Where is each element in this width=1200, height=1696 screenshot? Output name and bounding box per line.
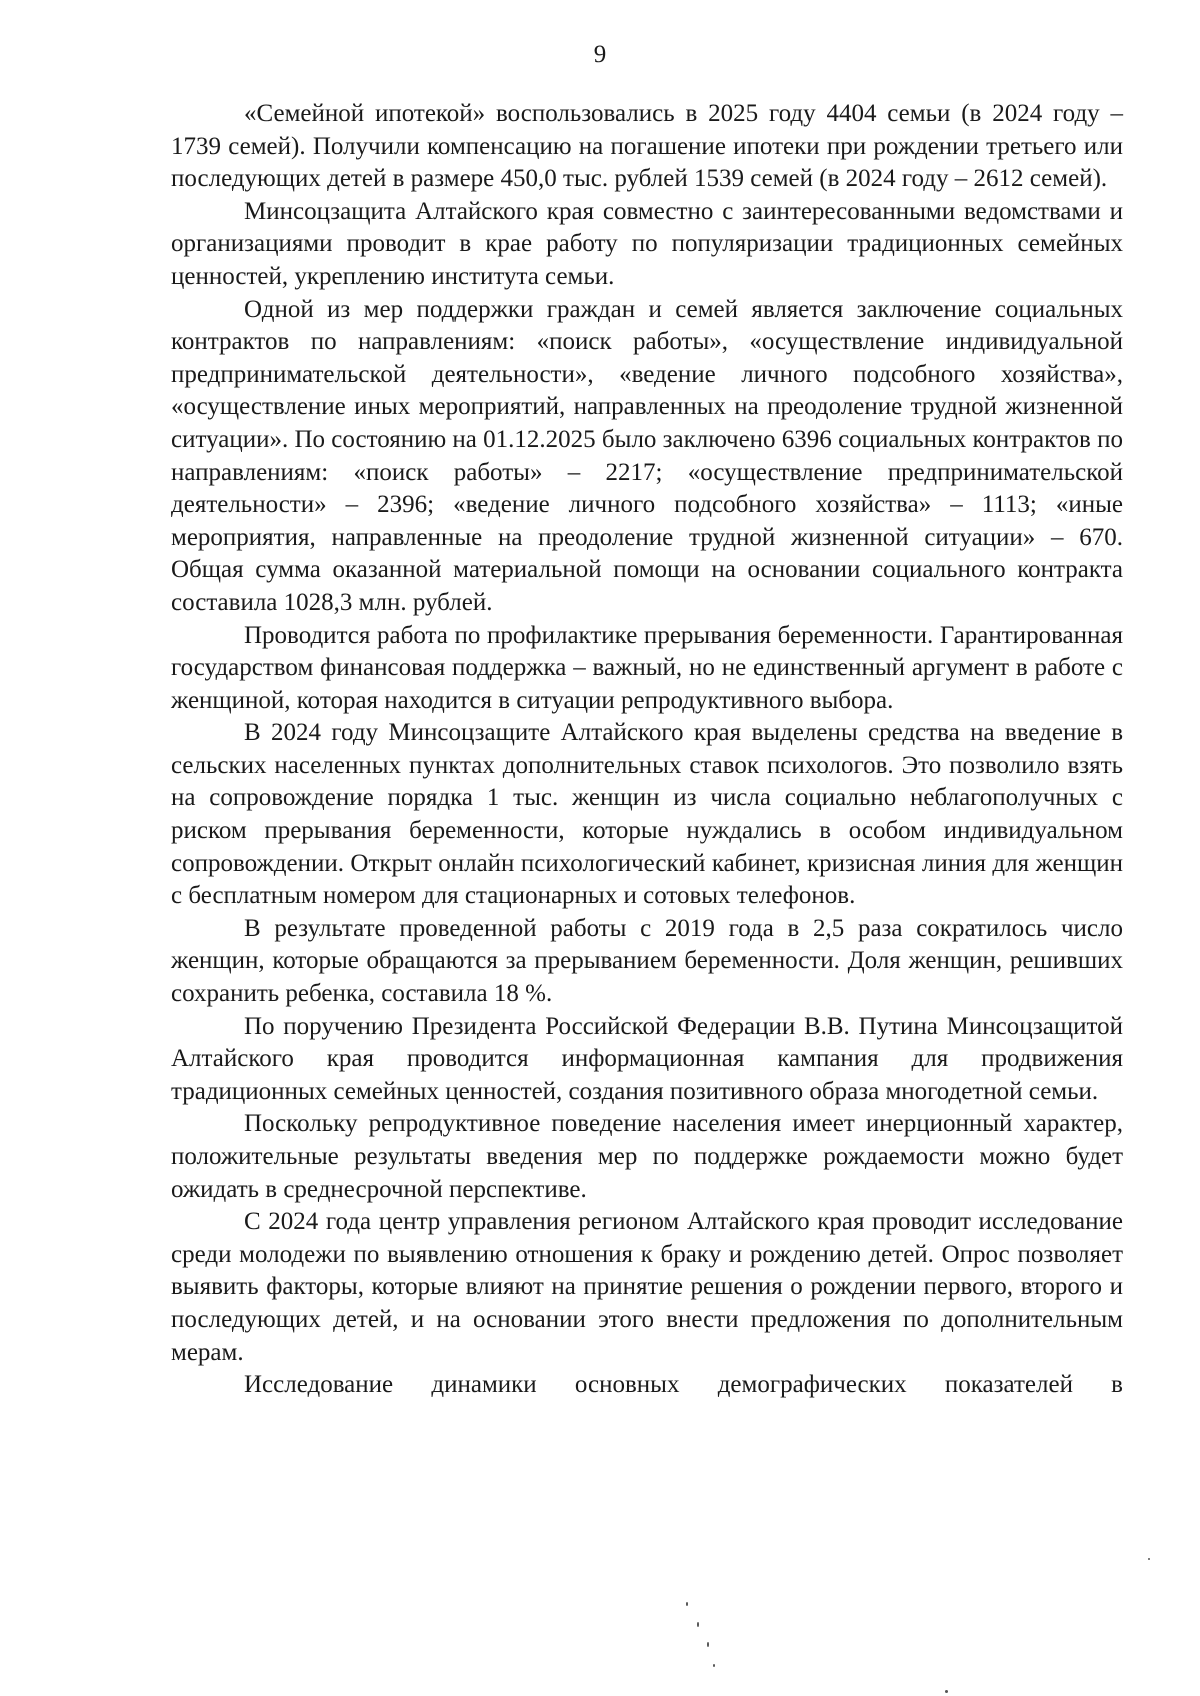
scan-speck (686, 1602, 688, 1606)
scan-speck (1148, 1558, 1150, 1560)
paragraph-family-mortgage: «Семейной ипотекой» воспользовались в 2025 году 4404 семьи (в 2024 году – 1739 семей). Получили компенсацию на погашение ипотеки при рождении третьего или последующих детей в размере 450,0 тыс. рублей 1539 семей (в 2024 году – 2612 семей). (171, 100, 1123, 193)
scan-speck (713, 1664, 715, 1667)
paragraph-results: В результате проведенной работы с 2019 года в 2,5 раза сократилось число женщин, которые обращаются за прерыванием беременности. Доля женщин, решивших сохранить ребенка, составила 18 %. (171, 914, 1123, 1008)
paragraph-psychologists: В 2024 году Минсоцзащите Алтайского края выделены средства на введение в сельских населенных пунктах дополнительных ставок психологов. Это позволило взять на сопровождение порядка 1 тыс. женщин из числа социально неблагополучных с риском прерывания беременности, которые нуждались в особом индивидуальном сопровождении. Открыт онлайн психологический кабинет, кризисная линия для женщин с бесплатным номером для стационарных и сотовых телефонов. (171, 719, 1123, 910)
paragraph-youth-survey: С 2024 года центр управления регионом Алтайского края проводит исследование среди молодежи по выявлению отношения к браку и рождению детей. Опрос позволяет выявить факторы, которые влияют на принятие решения о рождении первого, второго и последующих детей, и на основании этого внести предложения по дополнительным мерам. (171, 1208, 1123, 1366)
paragraph-social-contracts: Одной из мер поддержки граждан и семей является заключение социальных контрактов по направлениям: «поиск работы», «осуществление индивидуальной предпринимательской деятельности», «ведение личного подсобного хозяйства», «осуществление иных мероприятий, направленных на преодоление трудной жизненной ситуации». По состоянию на 01.12.2025 было заключено 6396 социальных контрактов по направлениям: «поиск работы» – 2217; «осуществление предпринимательской деятельности» – 2396; «ведение личного подсобного хозяйства» – 1113; «иные мероприятия, направленные на преодоление трудной жизненной ситуации» – 670. Общая сумма оказанной материальной помощи на основании социального контракта составила 1028,3 млн. рублей. (171, 295, 1123, 616)
body-text (171, 98, 1123, 1402)
paragraph-demographic-study: Исследование динамики основных демографических показателей в (244, 1371, 1123, 1399)
scan-speck (707, 1642, 709, 1647)
paragraph-family-values: Минсоцзащита Алтайского края совместно с заинтересованными ведомствами и организациями проводит в крае работу по популяризации традиционных семейных ценностей, укреплению института семьи. (171, 197, 1123, 290)
page-number: 9 (593, 41, 607, 68)
paragraph-reproductive-behavior: Поскольку репродуктивное поведение населения имеет инерционный характер, положительные результаты введения мер по поддержке рождаемости можно будет ожидать в среднесрочной перспективе. (171, 1110, 1123, 1203)
paragraph-information-campaign: По поручению Президента Российской Федерации В.В. Путина Минсоцзащитой Алтайского края проводится информационная кампания для продвижения традиционных семейных ценностей, создания позитивного образа многодетной семьи. (171, 1012, 1123, 1105)
scan-speck (697, 1622, 699, 1627)
paragraph-pregnancy-prevention: Проводится работа по профилактике прерывания беременности. Гарантированная государством финансовая поддержка – важный, но не единственный аргумент в работе с женщиной, которая находится в ситуации репродуктивного выбора. (171, 621, 1123, 714)
scan-speck (945, 1690, 948, 1693)
